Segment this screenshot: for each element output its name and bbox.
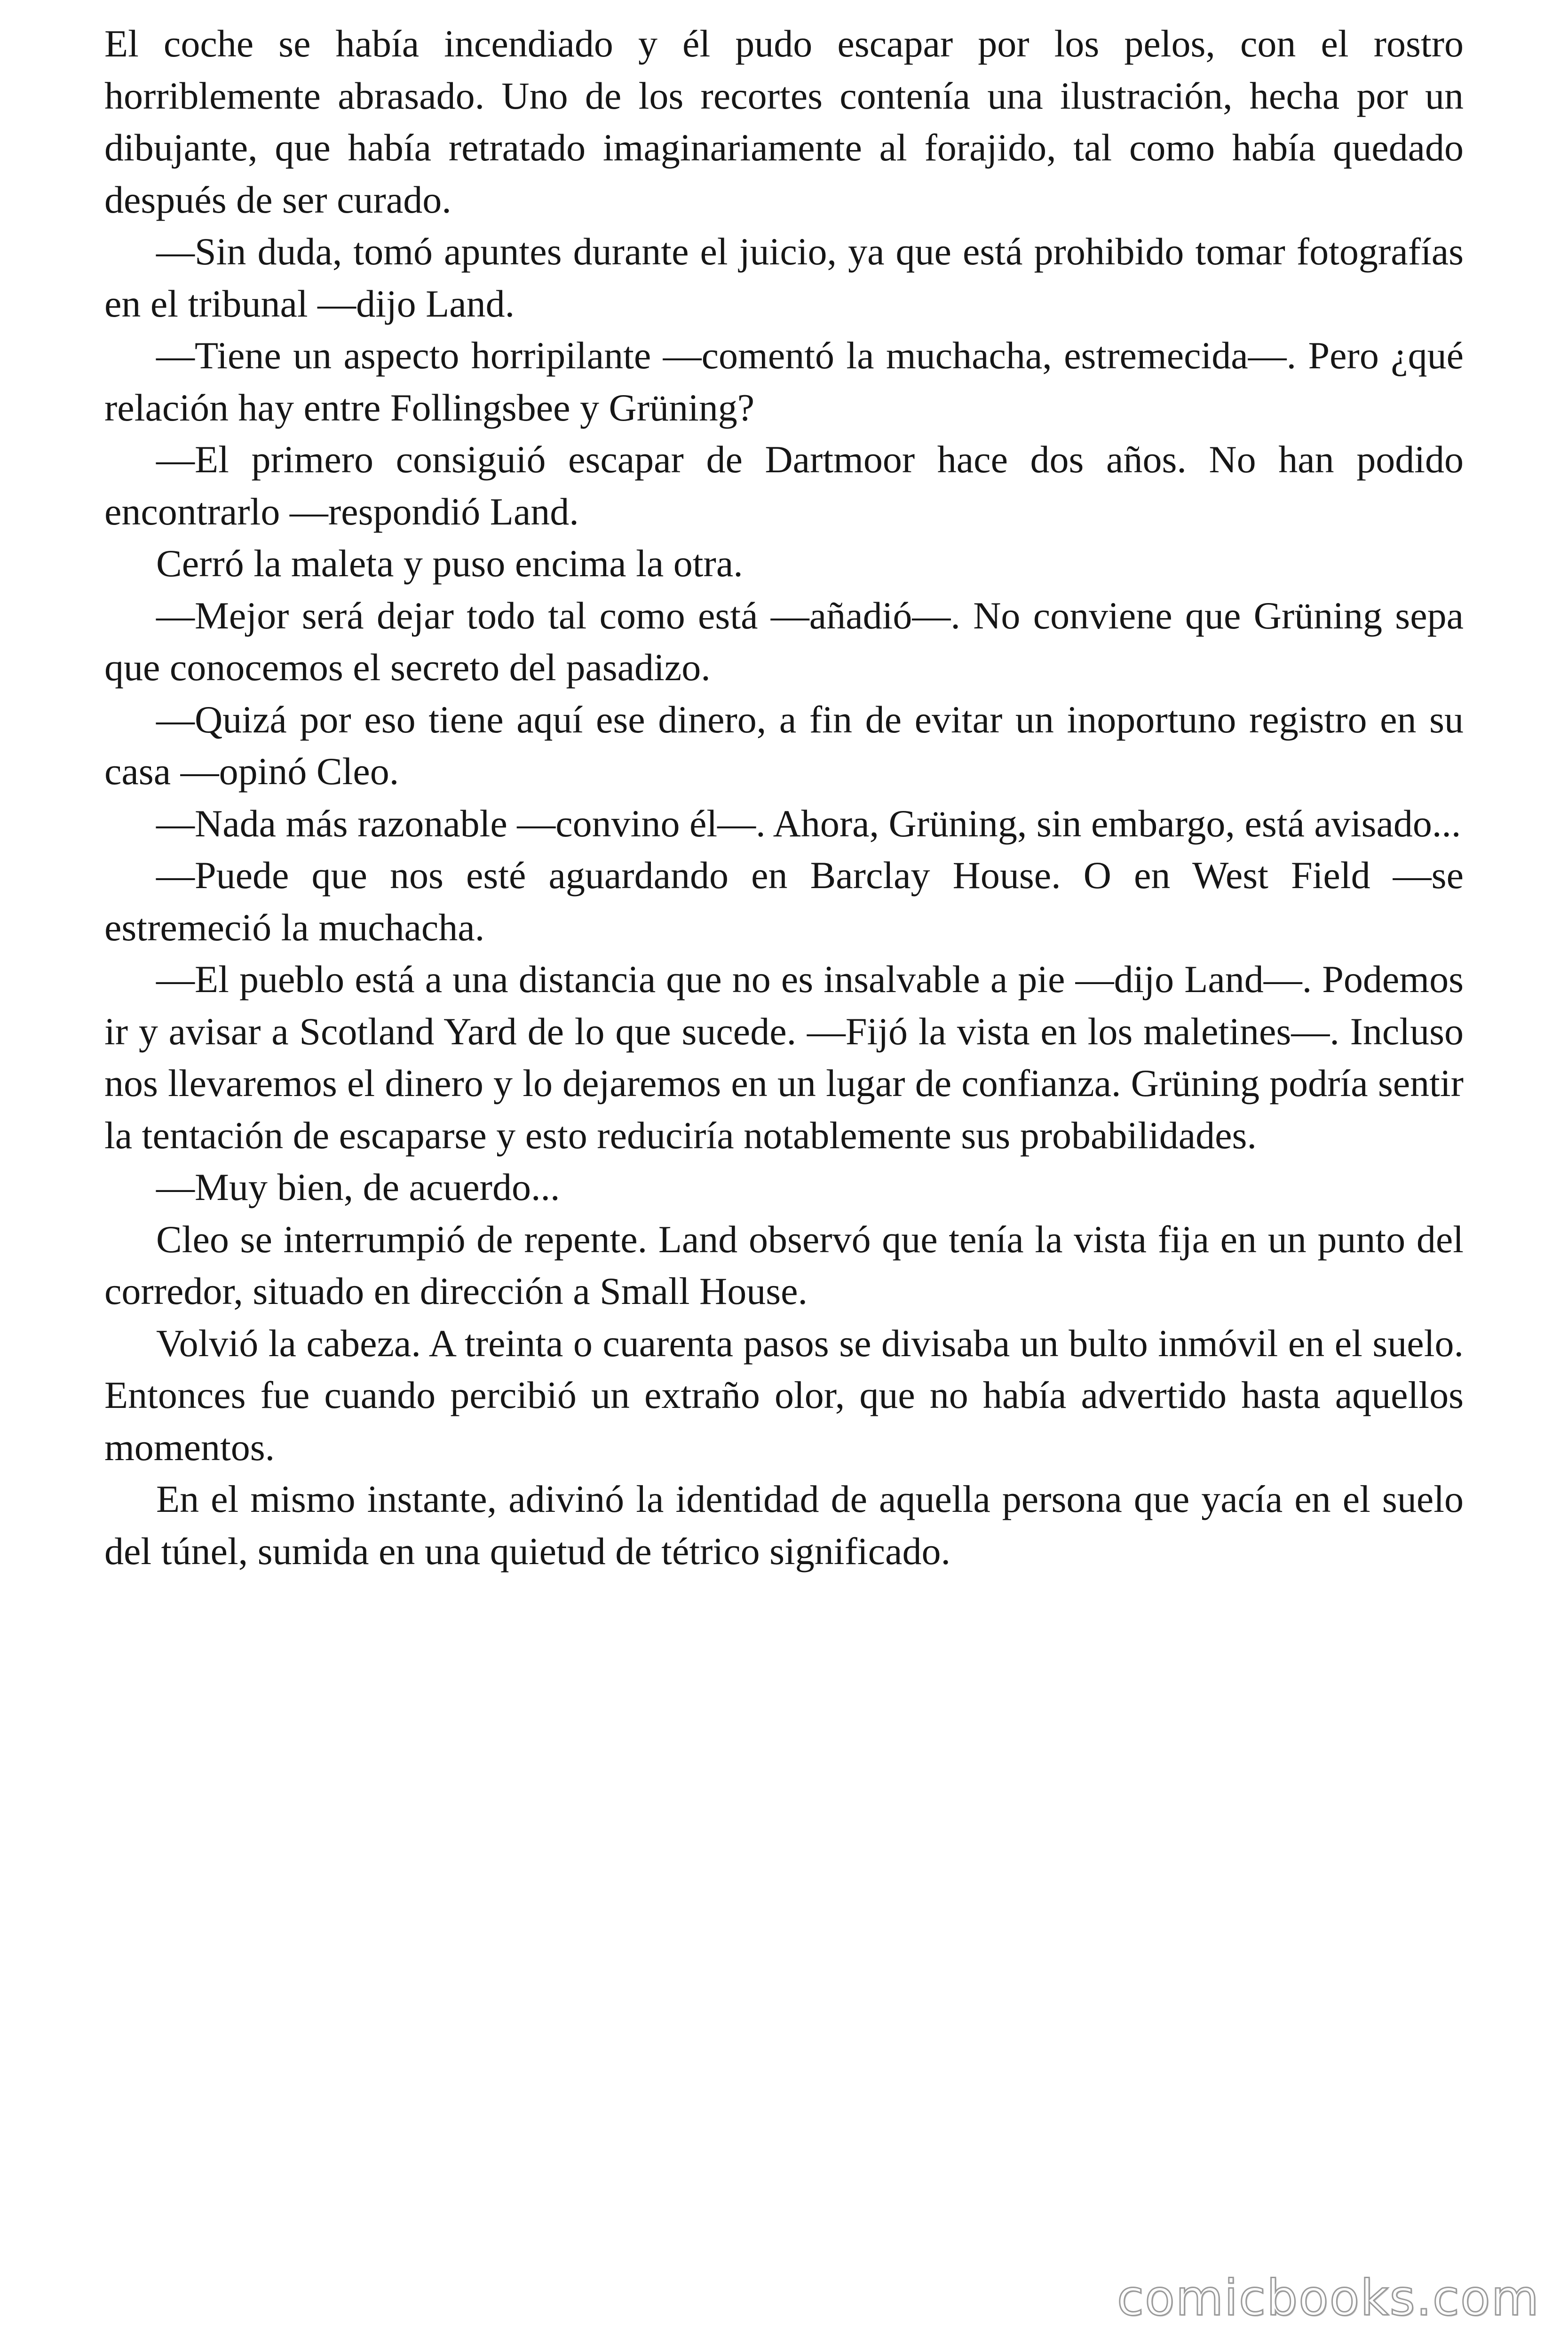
paragraph: Cerró la maleta y puso encima la otra.: [156, 542, 743, 585]
paragraph: Volvió la cabeza. A treinta o cuarenta pasos se divisaba un bulto inmóvil en el suelo. Entonces fue cuando percibió un extraño olor, que no había advertido hasta aquellos momentos.: [104, 1321, 1464, 1469]
watermark-logo: comicbooks.com: [1117, 2269, 1540, 2327]
paragraph: —El primero consiguió escapar de Dartmoor hace dos años. No han podido encontrarlo —respondió Land.: [104, 438, 1464, 533]
paragraph: —Puede que nos esté aguardando en Barclay House. O en West Field —se estremeció la muchacha.: [104, 854, 1464, 949]
paragraph: Cleo se interrumpió de repente. Land observó que tenía la vista fija en un punto del corredor, situado en dirección a Small House.: [104, 1217, 1464, 1312]
body-text: [104, 18, 1464, 1577]
paragraph: —El pueblo está a una distancia que no es insalvable a pie —dijo Land—. Podemos ir y avisar a Scotland Yard de lo que sucede. —Fijó la vista en los maletines—. Incluso nos llevaremos el dinero y lo dejaremos en un lugar de confianza. Grüning podría sentir la tentación de escaparse y esto reduciría notablemente sus probabilidades.: [104, 958, 1464, 1157]
paragraph: —Quizá por eso tiene aquí ese dinero, a fin de evitar un inoportuno registro en su casa —opinó Cleo.: [104, 698, 1464, 793]
paragraph: —Sin duda, tomó apuntes durante el juicio, ya que está prohibido tomar fotografías en el tribunal —dijo Land.: [104, 230, 1464, 325]
paragraph: —Mejor será dejar todo tal como está —añadió—. No conviene que Grüning sepa que conocemos el secreto del pasadizo.: [104, 594, 1464, 689]
paragraph-continuation: El coche se había incendiado y él pudo escapar por los pelos, con el rostro horriblemente abrasado. Uno de los recortes contenía una ilustración, hecha por un dibujante, que había retratado imaginariamente al forajido, tal como había quedado después de ser curado.: [104, 22, 1464, 221]
paragraph: —Tiene un aspecto horripilante —comentó la muchacha, estremecida—. Pero ¿qué relación hay entre Follingsbee y Grüning?: [104, 334, 1464, 429]
paragraph: En el mismo instante, adivinó la identidad de aquella persona que yacía en el suelo del túnel, sumida en una quietud de tétrico significado.: [104, 1478, 1464, 1573]
paragraph: —Muy bien, de acuerdo...: [156, 1166, 560, 1208]
paragraph: —Nada más razonable —convino él—. Ahora, Grüning, sin embargo, está avisado...: [156, 802, 1461, 845]
